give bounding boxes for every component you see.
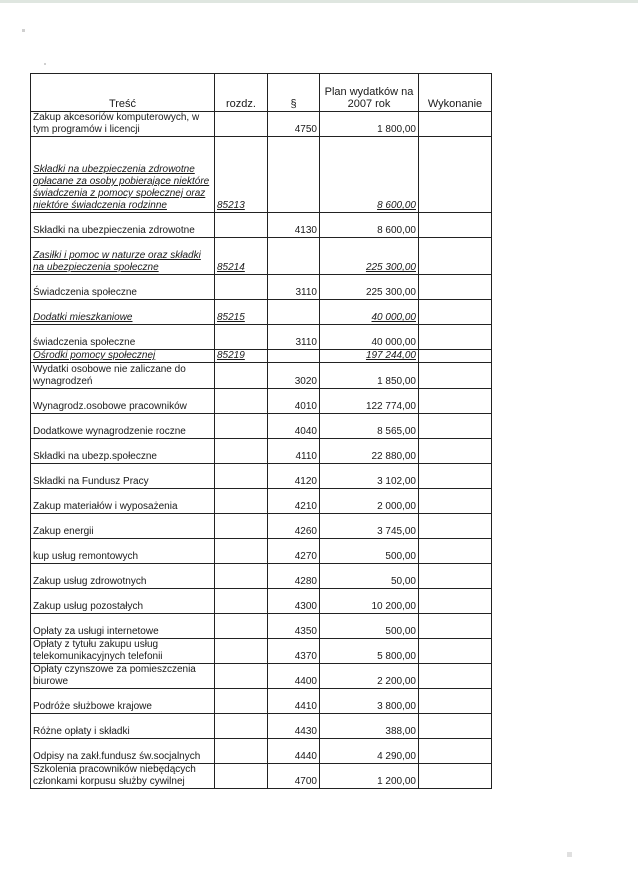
cell-rozdz: 85213 (215, 137, 268, 213)
header-row (31, 74, 492, 112)
header-rozdz: rozdz. (215, 74, 268, 112)
cell-plan: 2 000,00 (320, 489, 419, 514)
cell-paragraph: 4260 (268, 514, 320, 539)
cell-tresc: Dodatki mieszkaniowe (31, 300, 215, 325)
cell-tresc: Opłaty za usługi internetowe (31, 614, 215, 639)
cell-plan: 40 000,00 (320, 325, 419, 350)
table-row (31, 325, 492, 350)
cell-plan: 8 600,00 (320, 137, 419, 213)
cell-wykonanie (419, 325, 492, 350)
cell-rozdz (215, 614, 268, 639)
cell-paragraph: 4110 (268, 439, 320, 464)
cell-paragraph (268, 300, 320, 325)
cell-tresc: Odpisy na zakł.fundusz św.socjalnych (31, 739, 215, 764)
cell-rozdz (215, 489, 268, 514)
table-row (31, 639, 492, 664)
cell-rozdz (215, 739, 268, 764)
cell-paragraph: 4210 (268, 489, 320, 514)
header-tresc: Treść (31, 74, 215, 112)
scan-edge (0, 0, 638, 3)
cell-wykonanie (419, 664, 492, 689)
cell-wykonanie (419, 300, 492, 325)
cell-paragraph: 3110 (268, 275, 320, 300)
section-row (31, 137, 492, 213)
section-row (31, 300, 492, 325)
cell-wykonanie (419, 238, 492, 275)
cell-rozdz: 85214 (215, 238, 268, 275)
scan-speck (22, 29, 25, 32)
cell-paragraph: 4700 (268, 764, 320, 789)
cell-plan: 225 300,00 (320, 238, 419, 275)
cell-paragraph: 4130 (268, 213, 320, 238)
cell-tresc: Zakup materiałów i wyposażenia (31, 489, 215, 514)
cell-rozdz (215, 664, 268, 689)
cell-wykonanie (419, 464, 492, 489)
cell-tresc: Zasiłki i pomoc w naturze oraz składki na ubezpieczenia społeczne (31, 238, 215, 275)
cell-plan: 1 800,00 (320, 112, 419, 137)
cell-plan: 500,00 (320, 614, 419, 639)
cell-paragraph: 4430 (268, 714, 320, 739)
header-wykonanie: Wykonanie (419, 74, 492, 112)
cell-wykonanie (419, 639, 492, 664)
cell-plan: 1 850,00 (320, 363, 419, 389)
cell-paragraph: 4370 (268, 639, 320, 664)
cell-rozdz (215, 275, 268, 300)
cell-paragraph: 4400 (268, 664, 320, 689)
table-row (31, 564, 492, 589)
cell-plan: 8 565,00 (320, 414, 419, 439)
scan-speck (567, 852, 572, 857)
cell-wykonanie (419, 137, 492, 213)
cell-rozdz (215, 439, 268, 464)
cell-tresc: Szkolenia pracowników niebędących członkami korpusu służby cywilnej (31, 764, 215, 789)
table-row (31, 439, 492, 464)
cell-paragraph: 4300 (268, 589, 320, 614)
cell-tresc: Podróże służbowe krajowe (31, 689, 215, 714)
budget-table (30, 73, 492, 789)
table-row (31, 112, 492, 137)
table-row (31, 739, 492, 764)
cell-tresc: Zakup usług pozostałych (31, 589, 215, 614)
cell-paragraph: 4410 (268, 689, 320, 714)
cell-wykonanie (419, 764, 492, 789)
cell-wykonanie (419, 714, 492, 739)
cell-tresc: świadczenia społeczne (31, 325, 215, 350)
cell-paragraph: 3020 (268, 363, 320, 389)
cell-rozdz (215, 689, 268, 714)
cell-paragraph: 4350 (268, 614, 320, 639)
table-row (31, 275, 492, 300)
cell-wykonanie (419, 514, 492, 539)
cell-tresc: Wynagrodz.osobowe pracowników (31, 389, 215, 414)
cell-plan: 8 600,00 (320, 213, 419, 238)
cell-rozdz (215, 112, 268, 137)
cell-plan: 388,00 (320, 714, 419, 739)
cell-plan: 197 244,00 (320, 350, 419, 363)
cell-plan: 2 200,00 (320, 664, 419, 689)
table-row (31, 764, 492, 789)
table-row (31, 589, 492, 614)
cell-tresc: Opłaty z tytułu zakupu usług telekomunikacyjnych telefonii (31, 639, 215, 664)
cell-paragraph: 4280 (268, 564, 320, 589)
cell-rozdz (215, 213, 268, 238)
cell-wykonanie (419, 213, 492, 238)
table-row (31, 664, 492, 689)
cell-tresc: Składki na ubezpieczenia zdrowotne (31, 213, 215, 238)
cell-tresc: Świadczenia społeczne (31, 275, 215, 300)
cell-rozdz (215, 639, 268, 664)
cell-paragraph (268, 350, 320, 363)
cell-rozdz (215, 564, 268, 589)
cell-rozdz (215, 414, 268, 439)
cell-paragraph: 4270 (268, 539, 320, 564)
cell-rozdz (215, 389, 268, 414)
cell-paragraph: 4120 (268, 464, 320, 489)
cell-plan: 4 290,00 (320, 739, 419, 764)
cell-wykonanie (419, 614, 492, 639)
cell-rozdz (215, 714, 268, 739)
table-row (31, 689, 492, 714)
cell-paragraph (268, 238, 320, 275)
cell-plan: 50,00 (320, 564, 419, 589)
cell-plan: 500,00 (320, 539, 419, 564)
header-plan: Plan wydatków na 2007 rok (320, 74, 419, 112)
table-row (31, 614, 492, 639)
cell-tresc: Składki na ubezp.społeczne (31, 439, 215, 464)
table-row (31, 389, 492, 414)
cell-wykonanie (419, 489, 492, 514)
cell-tresc: Ośrodki pomocy społecznej (31, 350, 215, 363)
cell-plan: 5 800,00 (320, 639, 419, 664)
cell-plan: 122 774,00 (320, 389, 419, 414)
cell-wykonanie (419, 275, 492, 300)
cell-tresc: Różne opłaty i składki (31, 714, 215, 739)
table-row (31, 489, 492, 514)
cell-plan: 3 745,00 (320, 514, 419, 539)
cell-wykonanie (419, 739, 492, 764)
table-row (31, 464, 492, 489)
cell-paragraph: 3110 (268, 325, 320, 350)
cell-wykonanie (419, 350, 492, 363)
scan-speck (44, 63, 46, 65)
cell-plan: 225 300,00 (320, 275, 419, 300)
cell-tresc: Opłaty czynszowe za pomieszczenia biurowe (31, 664, 215, 689)
cell-wykonanie (419, 539, 492, 564)
cell-tresc: Dodatkowe wynagrodzenie roczne (31, 414, 215, 439)
cell-tresc: Wydatki osobowe nie zaliczane do wynagrodzeń (31, 363, 215, 389)
table-body (31, 112, 492, 789)
cell-rozdz (215, 589, 268, 614)
cell-paragraph: 4440 (268, 739, 320, 764)
table-row (31, 514, 492, 539)
cell-tresc: Składki na ubezpieczenia zdrowotne opłacane za osoby pobierające niektóre świadczenia z pomocy społecznej oraz niektóre świadczenia rodzinne (31, 137, 215, 213)
cell-tresc: Zakup energii (31, 514, 215, 539)
section-row (31, 350, 492, 363)
table-row (31, 539, 492, 564)
cell-rozdz (215, 514, 268, 539)
cell-plan: 40 000,00 (320, 300, 419, 325)
cell-tresc: kup usług remontowych (31, 539, 215, 564)
cell-paragraph: 4040 (268, 414, 320, 439)
table-row (31, 414, 492, 439)
cell-rozdz (215, 464, 268, 489)
cell-wykonanie (419, 689, 492, 714)
cell-wykonanie (419, 389, 492, 414)
cell-rozdz: 85219 (215, 350, 268, 363)
cell-wykonanie (419, 564, 492, 589)
table-row (31, 363, 492, 389)
cell-rozdz: 85215 (215, 300, 268, 325)
cell-wykonanie (419, 363, 492, 389)
cell-tresc: Zakup usług zdrowotnych (31, 564, 215, 589)
section-row (31, 238, 492, 275)
table-row (31, 213, 492, 238)
cell-paragraph: 4750 (268, 112, 320, 137)
cell-plan: 10 200,00 (320, 589, 419, 614)
cell-plan: 1 200,00 (320, 764, 419, 789)
cell-plan: 22 880,00 (320, 439, 419, 464)
cell-rozdz (215, 325, 268, 350)
cell-rozdz (215, 764, 268, 789)
cell-tresc: Zakup akcesoriów komputerowych, w tym programów i licencji (31, 112, 215, 137)
cell-wykonanie (419, 589, 492, 614)
cell-rozdz (215, 539, 268, 564)
cell-wykonanie (419, 439, 492, 464)
cell-paragraph: 4010 (268, 389, 320, 414)
table-row (31, 714, 492, 739)
cell-wykonanie (419, 414, 492, 439)
cell-paragraph (268, 137, 320, 213)
cell-plan: 3 102,00 (320, 464, 419, 489)
header-paragraph: § (268, 74, 320, 112)
cell-tresc: Składki na Fundusz Pracy (31, 464, 215, 489)
cell-plan: 3 800,00 (320, 689, 419, 714)
cell-rozdz (215, 363, 268, 389)
cell-wykonanie (419, 112, 492, 137)
